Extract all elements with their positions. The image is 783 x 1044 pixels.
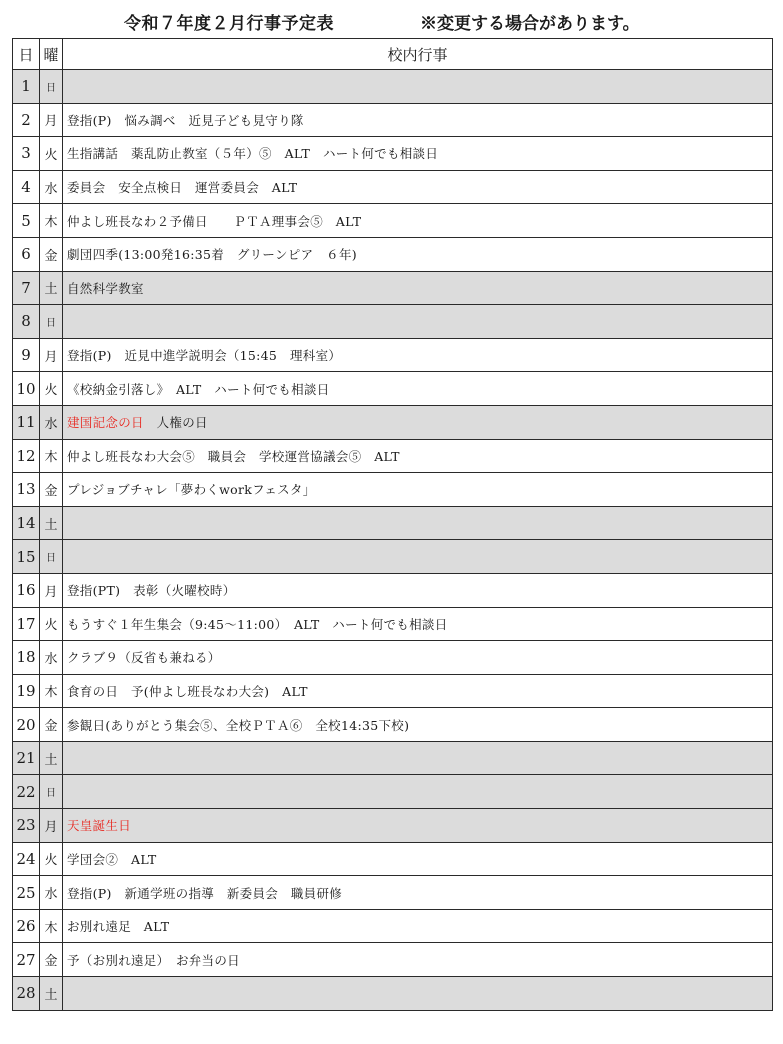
event-text: 予（お別れ遠足） お弁当の日 [67,952,240,968]
weekday-cell: 木 [40,909,63,943]
event-text: 食育の日 予(仲よし班長なわ大会) ALT [67,683,308,699]
event-text: もうすぐ１年生集会（9:45～11:00） ALT ハート何でも相談日 [67,616,448,632]
day-cell: 6 [13,237,40,271]
table-row [13,439,773,473]
day-cell: 1 [13,70,40,104]
day-cell: 7 [13,271,40,305]
events-cell [63,809,773,843]
events-cell [63,943,773,977]
event-text: 仲よし班長なわ大会⑤ 職員会 学校運営協議会⑤ ALT [67,448,400,464]
events-cell [63,70,773,104]
day-cell: 4 [13,170,40,204]
events-cell [63,741,773,775]
table-row [13,170,773,204]
table-row [13,372,773,406]
weekday-cell: 金 [40,708,63,742]
weekday-cell: 火 [40,372,63,406]
table-row [13,271,773,305]
weekday-cell: 水 [40,641,63,675]
table-row [13,405,773,439]
events-cell [63,439,773,473]
events-cell [63,540,773,574]
weekday-cell: 火 [40,137,63,171]
day-cell: 18 [13,641,40,675]
day-cell: 16 [13,573,40,607]
day-cell: 20 [13,708,40,742]
weekday-cell: 木 [40,674,63,708]
weekday-cell: 火 [40,607,63,641]
table-row [13,977,773,1011]
column-header-day: 日 [13,39,40,70]
event-text: 登指(PT) 表彰（火曜校時） [67,583,236,599]
table-row [13,708,773,742]
weekday-cell: 月 [40,103,63,137]
events-cell [63,405,773,439]
table-row [13,909,773,943]
events-cell [63,977,773,1011]
page-header [0,0,783,38]
day-cell: 5 [13,204,40,238]
events-cell [63,641,773,675]
weekday-cell: 日 [40,775,63,809]
table-row [13,641,773,675]
table-row [13,741,773,775]
event-text: 《校納金引落し》 ALT ハート何でも相談日 [67,381,330,397]
event-text: 生指講話 薬乱防止教室（５年）⑤ ALT ハート何でも相談日 [67,146,439,162]
event-text: お別れ遠足 ALT [67,919,170,935]
schedule-table [12,38,773,1011]
day-cell: 15 [13,540,40,574]
event-text: 学団会② ALT [67,851,157,867]
table-row [13,943,773,977]
day-cell: 23 [13,809,40,843]
day-cell: 14 [13,506,40,540]
day-cell: 8 [13,305,40,339]
table-row [13,473,773,507]
holiday-text: 建国記念の日 [67,415,144,431]
table-row [13,103,773,137]
day-cell: 13 [13,473,40,507]
events-cell [63,338,773,372]
day-cell: 9 [13,338,40,372]
table-row [13,876,773,910]
day-cell: 17 [13,607,40,641]
column-header-events: 校内行事 [63,39,773,70]
event-text: 仲よし班長なわ２予備日 ＰＴＡ理事会⑤ ALT [67,213,362,229]
day-cell: 26 [13,909,40,943]
weekday-cell: 日 [40,70,63,104]
events-cell [63,708,773,742]
events-cell [63,573,773,607]
day-cell: 3 [13,137,40,171]
weekday-cell: 土 [40,506,63,540]
weekday-cell: 月 [40,573,63,607]
table-row [13,573,773,607]
events-cell [63,842,773,876]
holiday-text: 天皇誕生日 [67,818,132,834]
event-text: 登指(P) 近見中進学説明会（15:45 理科室） [67,348,342,364]
event-text: 自然科学教室 [67,280,144,296]
events-cell [63,271,773,305]
events-cell [63,170,773,204]
table-row [13,204,773,238]
event-text: 登指(P) 新通学班の指導 新委員会 職員研修 [67,885,343,901]
table-row [13,607,773,641]
weekday-cell: 水 [40,405,63,439]
day-cell: 19 [13,674,40,708]
weekday-cell: 水 [40,876,63,910]
event-text: 登指(P) 悩み調べ 近見子ども見守り隊 [67,112,304,128]
table-row [13,540,773,574]
table-row [13,70,773,104]
day-cell: 21 [13,741,40,775]
table-header-row [13,39,773,70]
event-text: 参観日(ありがとう集会⑤、全校ＰＴＡ⑥ 全校14:35下校) [67,717,410,733]
column-header-weekday: 曜 [40,39,63,70]
weekday-cell: 日 [40,305,63,339]
table-row [13,809,773,843]
weekday-cell: 木 [40,439,63,473]
table-row [13,842,773,876]
weekday-cell: 金 [40,473,63,507]
events-cell [63,775,773,809]
day-cell: 25 [13,876,40,910]
weekday-cell: 金 [40,943,63,977]
day-cell: 2 [13,103,40,137]
weekday-cell: 月 [40,809,63,843]
day-cell: 12 [13,439,40,473]
weekday-cell: 火 [40,842,63,876]
events-cell [63,137,773,171]
table-row [13,237,773,271]
weekday-cell: 水 [40,170,63,204]
event-text: プレジョブチャレ「夢わくworkフェスタ」 [67,482,316,498]
weekday-cell: 木 [40,204,63,238]
events-cell [63,372,773,406]
change-notice: ※変更する場合があります。 [420,14,640,34]
day-cell: 22 [13,775,40,809]
events-cell [63,607,773,641]
day-cell: 28 [13,977,40,1011]
events-cell [63,305,773,339]
schedule-body [13,70,773,1011]
weekday-cell: 土 [40,741,63,775]
event-text: 委員会 安全点検日 運営委員会 ALT [67,180,298,196]
weekday-cell: 日 [40,540,63,574]
events-cell [63,204,773,238]
weekday-cell: 月 [40,338,63,372]
table-row [13,775,773,809]
day-cell: 11 [13,405,40,439]
events-cell [63,103,773,137]
table-row [13,506,773,540]
table-row [13,674,773,708]
day-cell: 24 [13,842,40,876]
events-cell [63,876,773,910]
weekday-cell: 土 [40,271,63,305]
events-cell [63,909,773,943]
day-cell: 27 [13,943,40,977]
table-row [13,305,773,339]
page-title: 令和７年度２月行事予定表 [124,14,334,34]
event-text: クラブ９（反省も兼ねる） [67,650,221,666]
events-cell [63,237,773,271]
event-text: 劇団四季(13:00発16:35着 グリーンピア ６年) [67,247,357,263]
events-cell [63,674,773,708]
event-text: 人権の日 [143,415,208,431]
table-row [13,137,773,171]
weekday-cell: 金 [40,237,63,271]
day-cell: 10 [13,372,40,406]
events-cell [63,473,773,507]
weekday-cell: 土 [40,977,63,1011]
table-row [13,338,773,372]
events-cell [63,506,773,540]
